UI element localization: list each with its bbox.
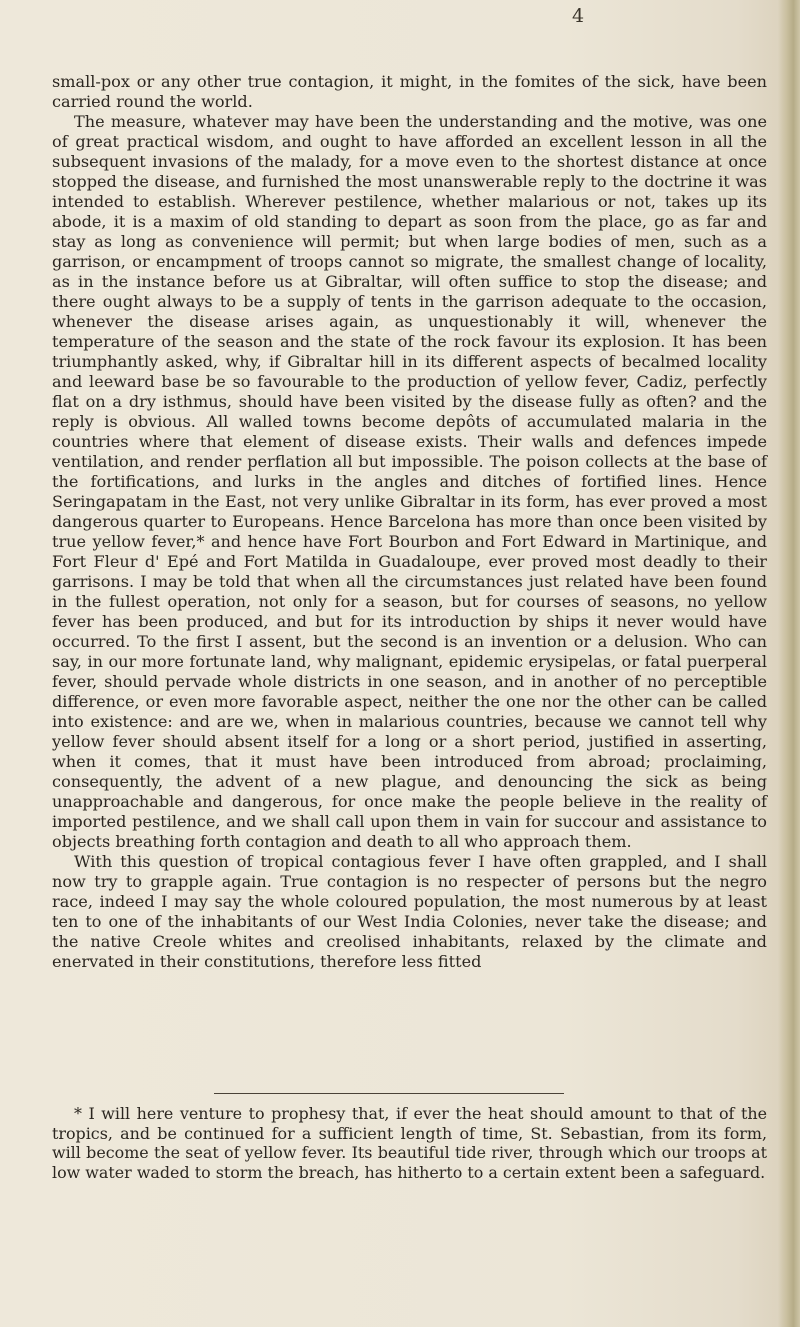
page-edge-shadow bbox=[778, 0, 800, 1327]
main-text bbox=[52, 72, 767, 972]
paragraph-contagion: With this question of tropical contagious fever I have often grappled, and I shall now try to grapple again. True contagion is no respecter of persons but the negro race, indeed I may say the whole coloured population, the most numerous by at least ten to one of the inhabitants of our West India Colonies, never take the disease; and the native Creole whites and creolised inhabitants, relaxed by the climate and enervated in their constitutions, therefore less fitted bbox=[52, 852, 767, 971]
footnote-divider bbox=[214, 1093, 564, 1094]
paragraph-continuation: small-pox or any other true contagion, it might, in the fomites of the sick, have been carried round the world. bbox=[52, 72, 767, 111]
page-number: 4 bbox=[572, 5, 585, 27]
paragraph-measure: The measure, whatever may have been the understanding and the motive, was one of great practical wisdom, and ought to have afforded an excellent lesson in all the subsequent invasions of the malady, for a move even to the shortest distance at once stopped the disease, and furnished the most unanswerable reply to the doctrine it was intended to establish. Wherever pestilence, whether malarious or not, takes up its abode, it is a maxim of old standing to depart as soon from the place, go as far and stay as long as convenience will permit; but when large bodies of men, such as a garrison, or encampment of troops cannot so migrate, the smallest change of locality, as in the instance before us at Gibraltar, will often suffice to stop the disease; and there ought always to be a supply of tents in the garrison adequate to the occasion, whenever the disease arises again, as unquestionably it will, whenever the temperature of the season and the state of the rock favour its explosion. It has been triumphantly asked, why, if Gibraltar hill in its different aspects of becalmed locality and leeward base be so favourable to the production of yellow fever, Cadiz, perfectly flat on a dry isthmus, should have been visited by the disease fully as often? and the reply is obvious. All walled towns become depôts of accumulated malaria in the countries where that element of disease exists. Their walls and defences impede ventilation, and render perflation all but impossible. The poison collects at the base of the fortifications, and lurks in the angles and ditches of fortified lines. Hence Seringapatam in the East, not very unlike Gibraltar in its form, has ever proved a most dangerous quarter to Europeans. Hence Barcelona has more than once been visited by true yellow fever,* and hence have Fort Bourbon and Fort Edward in Martinique, and Fort Fleur d' Epé and Fort Matilda in Guadaloupe, ever proved most deadly to their garrisons. I may be told that when all the circumstances just related have been found in the fullest operation, not only for a season, but for courses of seasons, no yellow fever has been produced, and but for its introduction by ships it never would have occurred. To the first I assent, but the second is an invention or a delusion. Who can say, in our more fortunate land, why malignant, epidemic erysipelas, or fatal puerperal fever, should pervade whole districts in one season, and in another of no perceptible difference, or even more favorable aspect, neither the one nor the other can be called into existence: and are we, when in malarious countries, because we cannot tell why yellow fever should absent itself for a long or a short period, justified in asserting, when it comes, that it must have been introduced from abroad; proclaiming, consequently, the advent of a new plague, and denouncing the sick as being unapproachable and dangerous, for once make the people believe in the reality of imported pestilence, and we shall call upon them in vain for succour and assistance to objects breathing forth contagion and death to all who approach them. bbox=[52, 112, 767, 851]
footnote: * I will here venture to prophesy that, if ever the heat should amount to that of the tropics, and be continued for a sufficient length of time, St. Sebastian, from its form, will become the seat of yellow fever. Its beautiful tide river, through which our troops at low water waded to storm the breach, has hitherto to a certain extent been a safeguard. bbox=[52, 1104, 767, 1182]
